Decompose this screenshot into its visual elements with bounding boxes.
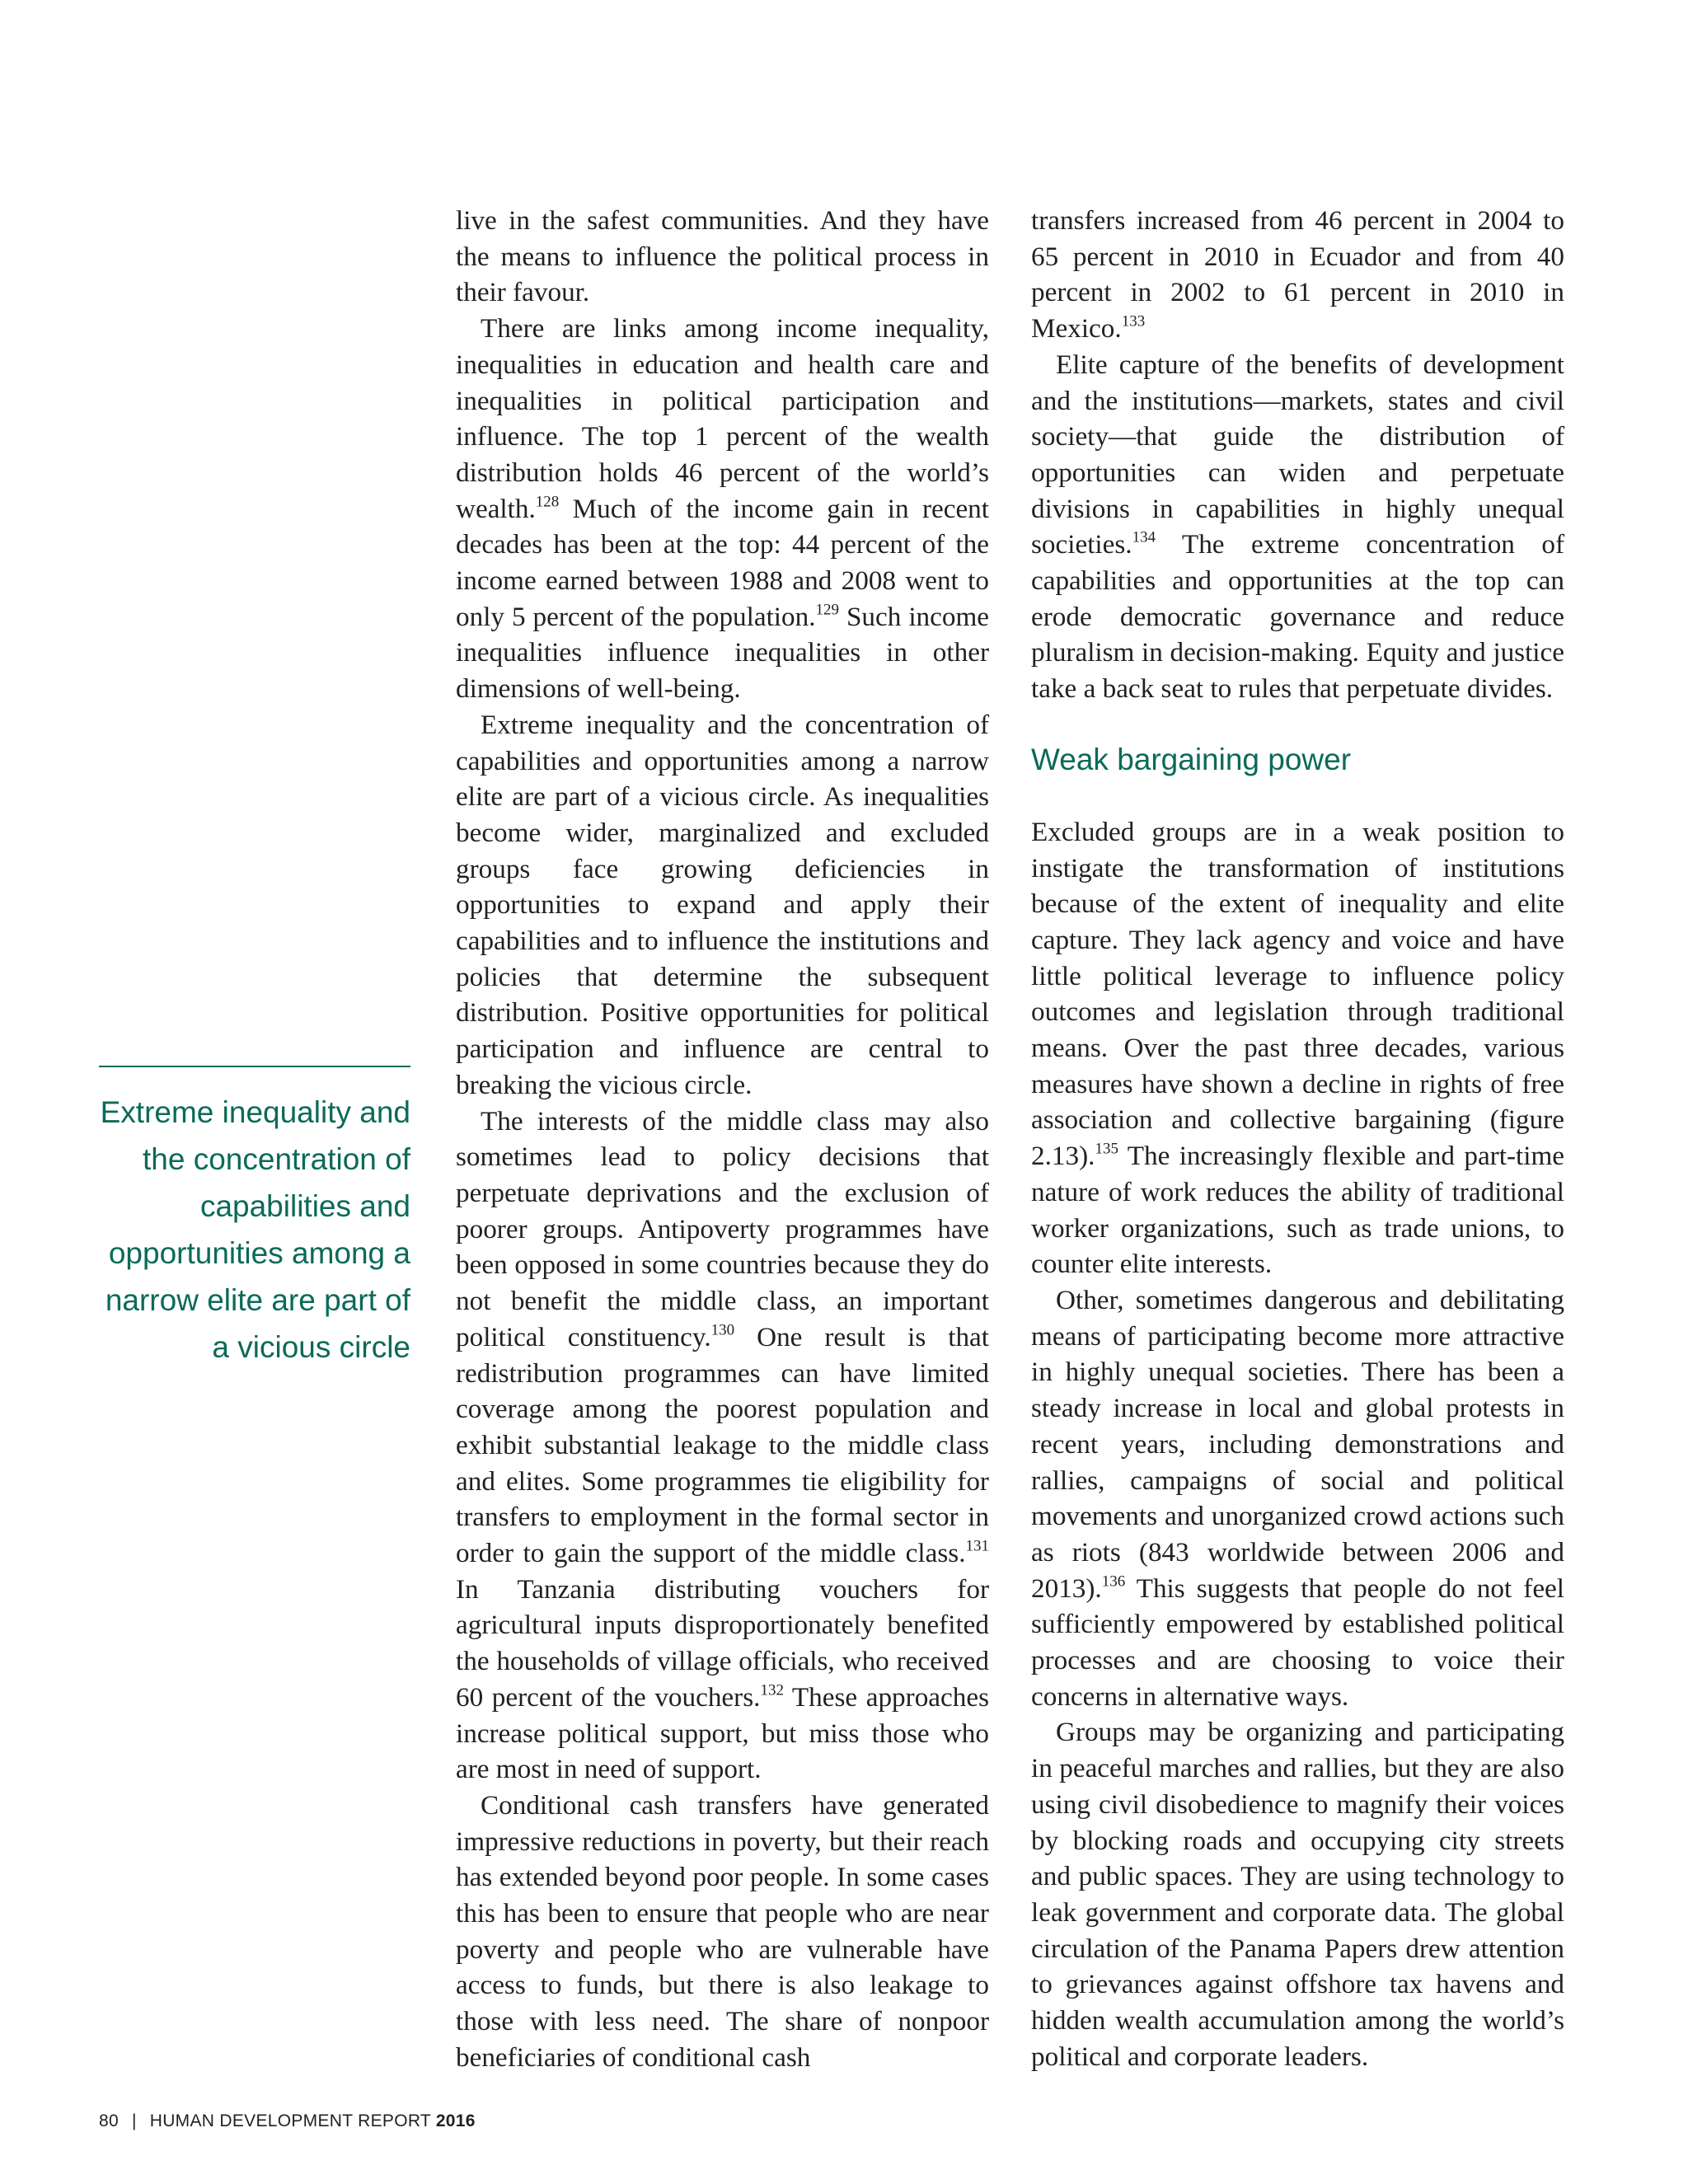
paragraph: There are links among income inequality, inequalities in education and health care and inequalities in political participation and influence. The top 1 percent of the wealth distribution holds 46 percent of the world’s wealth.$^{128}$ Much of the income gain in recent decades has been at the top: 44 percent of the income earned between 1988 and 2008 went to only 5 percent of the population.$^{129}$ Such income inequalities influence inequalities in other dimensions of well-being. bbox=[456, 313, 990, 705]
section-heading: Weak bargaining power bbox=[1031, 742, 1352, 776]
footer-separator: | bbox=[131, 2111, 137, 2130]
page-footer bbox=[99, 2111, 476, 2132]
report-title: HUMAN DEVELOPMENT REPORT bbox=[149, 2111, 431, 2130]
pull-quote: Extreme inequality and the concentration of capabilities and opportunities among a narrow elite are part of a vicious circle bbox=[99, 1066, 410, 1371]
report-year: 2016 bbox=[435, 2111, 476, 2130]
paragraph: Other, sometimes dangerous and debilitating means of participating become more attractive in highly unequal societies. There has been a steady increase in local and global protests in recent years, including demonstrations and rallies, campaigns of social and political movements and unorganized crowd actions such as riots (843 worldwide between 2006 and 2013).$^{136}$ This suggests that people do not feel sufficiently empowered by established political processes and are choosing to voice their concerns in alternative ways. bbox=[1031, 1284, 1564, 1712]
paragraph: Elite capture of the benefits of development and the institutions—markets, states and civil society—that guide the distribution of opportunities can widen and perpetuate divisions in capabilities in highly unequal societies.$^{134}$ The extreme concentration of capabilities and opportunities at the top can erode democratic governance and reduce pluralism in decision-making. Equity and justice take a back seat to rules that perpetuate divides. bbox=[1031, 349, 1564, 705]
paragraph: Extreme inequality and the concentration of capabilities and opportunities among a narrow elite are part of a vicious circle. As inequalities become wider, marginalized and excluded groups face growing deficiencies in opportunities to expand and apply their capabilities and to influence the institutions and policies that determine the subsequent distribution. Positive opportunities for political participation and influence are central to breaking the vicious circle. bbox=[456, 709, 989, 1100]
footnote-ref: 135 bbox=[1095, 1140, 1118, 1158]
footnote-ref: 129 bbox=[815, 601, 840, 619]
footnote-ref: 130 bbox=[710, 1321, 735, 1339]
footnote-ref: 132 bbox=[760, 1681, 784, 1699]
paragraph: The interests of the middle class may also sometimes lead to policy decisions that perpetuate deprivations and the exclusion of poorer groups. Antipoverty programmes have been opposed in some countries because they do not benefit the middle class, an important political constituency.$^{130}$ One result is that redistribution programmes can have limited coverage among the poorest population and exhibit substantial leakage to the middle class and elites. Some programmes tie eligibility for transfers to employment in the formal sector in order to gain the support of the middle class.$^{131}$ In Tanzania distributing vouchers for agricultural inputs disproportionately benefited the households of village officials, who received 60 percent of the vouchers.$^{132}$ These approaches increase political support, but miss those who are most in need of support. bbox=[456, 1105, 989, 1785]
footnote-ref: 128 bbox=[535, 492, 560, 510]
left-text-column bbox=[456, 203, 989, 2076]
footnote-ref: 134 bbox=[1132, 528, 1156, 546]
paragraph: Groups may be organizing and participating in peaceful marches and rallies, but they are also using civil disobedience to magnify their voices by blocking roads and occupying city streets and public spaces. They are using technology to leak government and corporate data. The global circulation of the Panama Papers drew attention to grievances against offshore tax havens and hidden wealth accumulation among the world’s political and corporate leaders. bbox=[1031, 1717, 1564, 2072]
page-number: 80 bbox=[99, 2111, 119, 2130]
footnote-ref: 133 bbox=[1121, 312, 1146, 330]
paragraph: Excluded groups are in a weak position to instigate the transformation of institutions because of the extent of inequality and elite capture. They lack agency and voice and have little political leverage to influence policy outcomes and legislation through traditional means. Over the past three decades, various measures have shown a decline in rights of free association and collective bargaining (figure 2.13).$^{135}$ The increasingly flexible and part-time nature of work reduces the ability of traditional worker organizations, such as trade unions, to counter elite interests. bbox=[1031, 816, 1564, 1280]
paragraph: transfers increased from 46 percent in 2004 to 65 percent in 2010 in Ecuador and from 40 percent in 2002 to 61 percent in 2010 in Mexico.$^{133}$ bbox=[1031, 205, 1564, 344]
paragraph: live in the safest communities. And they have the means to influence the political process in their favour. bbox=[456, 205, 989, 308]
paragraph: Conditional cash transfers have generated impressive reductions in poverty, but their reach has extended beyond poor people. In some cases this has been to ensure that people who are near poverty and people who are vulnerable have access to funds, but there is also leakage to those with less need. The share of nonpoor beneficiaries of conditional cash bbox=[456, 1789, 989, 2073]
footnote-ref: 136 bbox=[1101, 1572, 1126, 1590]
right-text-column bbox=[1031, 203, 1564, 2074]
footnote-ref: 131 bbox=[965, 1537, 989, 1555]
